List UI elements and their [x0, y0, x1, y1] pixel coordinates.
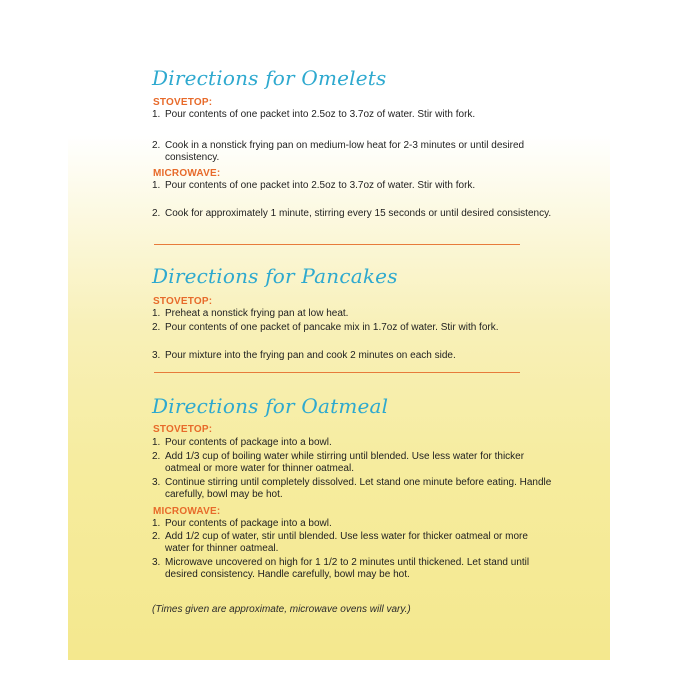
section-divider — [154, 372, 520, 373]
omelets-microwave-heading: MICROWAVE: — [153, 168, 221, 179]
pancakes-stovetop-step-2: 2. Pour contents of one packet of pancake mix in 1.7oz of water. Stir with fork. — [152, 322, 499, 333]
oatmeal-title: Directions for Oatmeal — [152, 394, 389, 418]
omelets-stovetop-step-1: 1. Pour contents of one packet into 2.5oz to 3.7oz of water. Stir with fork. — [152, 109, 476, 120]
section-divider — [154, 244, 520, 245]
oatmeal-microwave-step-2: 2. Add 1/2 cup of water, stir until blended. Use less water for thicker oatmeal or more water for thinner oatmeal. — [152, 531, 528, 554]
omelets-title: Directions for Omelets — [152, 66, 387, 90]
oatmeal-microwave-step-3: 3. Microwave uncovered on high for 1 1/2 to 2 minutes until thickened. Let stand until desired consistency. Handle carefully, bowl may be hot. — [152, 557, 530, 580]
pancakes-title: Directions for Pancakes — [152, 264, 398, 288]
oatmeal-stovetop-step-3: 3. Continue stirring until completely dissolved. Let stand one minute before eating. Handle carefully, bowl may be hot. — [152, 477, 552, 500]
pancakes-stovetop-step-3: 3. Pour mixture into the frying pan and cook 2 minutes on each side. — [152, 350, 456, 361]
oatmeal-microwave-step-1: 1. Pour contents of package into a bowl. — [152, 518, 332, 529]
oatmeal-stovetop-heading: STOVETOP: — [153, 424, 213, 435]
oatmeal-stovetop-step-1: 1. Pour contents of package into a bowl. — [152, 437, 332, 448]
omelets-stovetop-step-2: 2. Cook in a nonstick frying pan on medium-low heat for 2-3 minutes or until desired consistency. — [152, 140, 525, 163]
directions-card — [68, 20, 610, 660]
pancakes-stovetop-heading: STOVETOP: — [153, 296, 213, 307]
oatmeal-microwave-heading: MICROWAVE: — [153, 506, 221, 517]
omelets-stovetop-heading: STOVETOP: — [153, 97, 213, 108]
timing-note: (Times given are approximate, microwave ovens will vary.) — [152, 604, 411, 615]
oatmeal-stovetop-step-2: 2. Add 1/3 cup of boiling water while stirring until blended. Use less water for thicker oatmeal or more water for thinner oatmeal. — [152, 451, 525, 474]
pancakes-stovetop-step-1: 1. Preheat a nonstick frying pan at low heat. — [152, 308, 349, 319]
omelets-microwave-step-2: 2. Cook for approximately 1 minute, stirring every 15 seconds or until desired consistency. — [152, 208, 552, 219]
omelets-microwave-step-1: 1. Pour contents of one packet into 2.5oz to 3.7oz of water. Stir with fork. — [152, 180, 476, 191]
